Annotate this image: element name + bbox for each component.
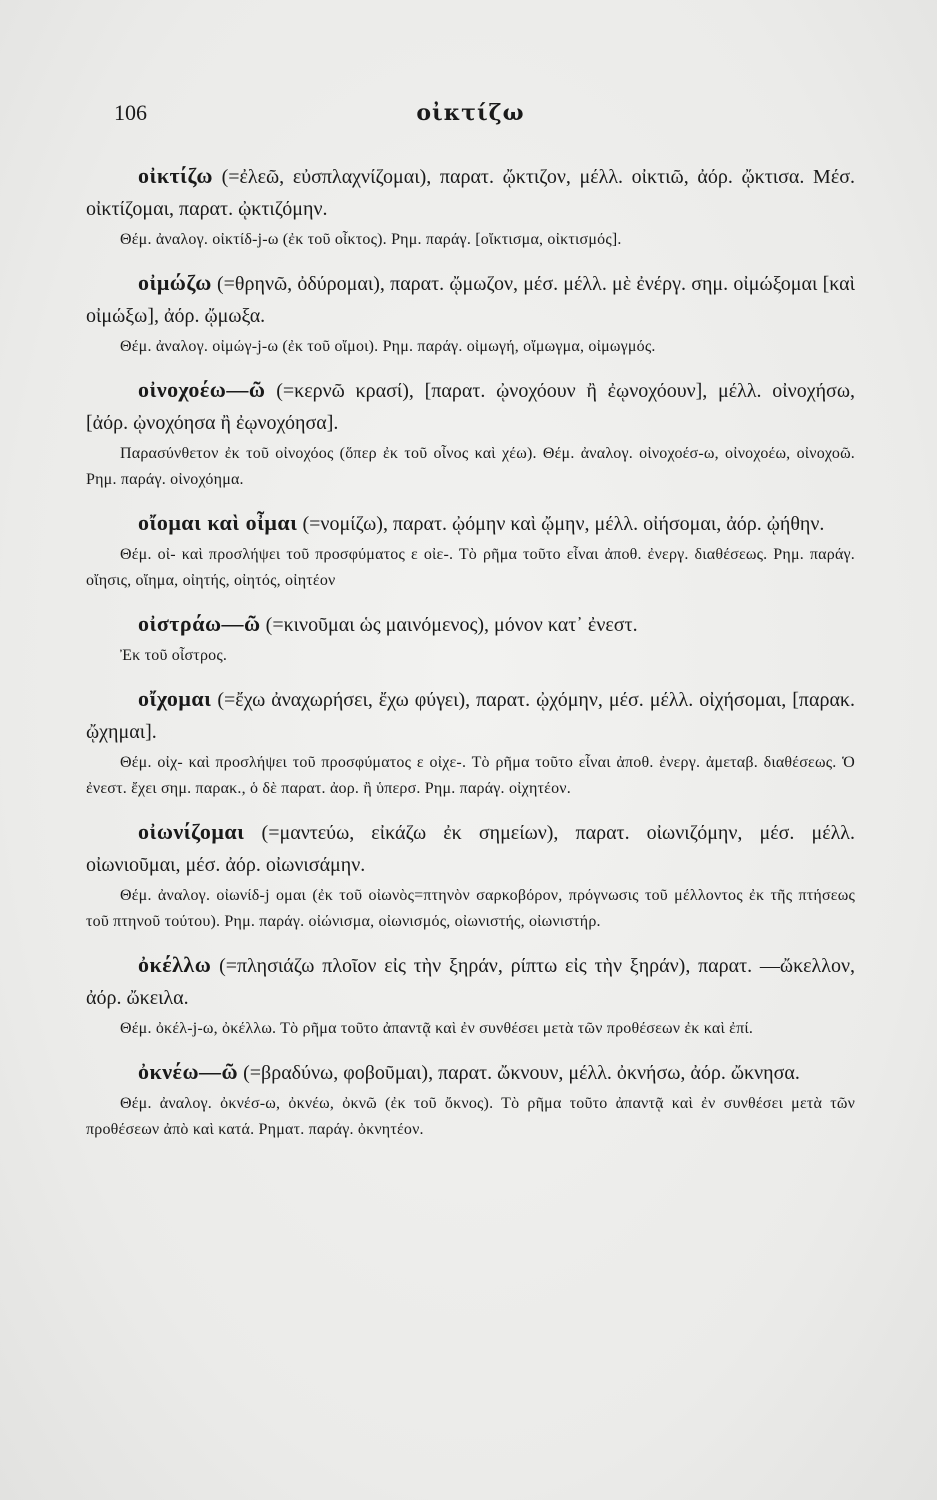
entry-forms: (=νομίζω), παρατ. ᾠόμην καὶ ᾤμην, μέλλ. οἰήσομαι, ἀόρ. ᾠήθην.	[297, 513, 825, 535]
entry-forms: (=ἐλεῶ, εὐσπλαχνίζομαι), παρατ. ᾤκτιζον, μέλλ. οἰκτιῶ, ἀόρ. ᾤκτισα. Μέσ. οἰκτίζομαι, παρατ. ᾠκτιζόμην.	[86, 166, 855, 220]
entry-oimozo	[86, 267, 855, 360]
page-number: 106	[114, 100, 147, 125]
entry-forms: (=βραδύνω, φοβοῦμαι), παρατ. ὤκνουν, μέλλ. ὀκνήσω, ἀόρ. ὤκνησα.	[238, 1062, 800, 1084]
entry-definition	[86, 816, 855, 881]
entry-note: Παρασύνθετον ἐκ τοῦ οἰνοχόος (ὅπερ ἐκ τοῦ οἶνος καὶ χέω). Θέμ. ἀναλογ. οἰνοχοέσ-ω, οἰνοχοέω, οἰνοχοῶ. Ρημ. παράγ. οἰνοχόημα.	[86, 445, 855, 488]
entry-headword: οἰκτίζω	[138, 163, 213, 188]
entry-note: Θέμ. ἀναλογ. οἰωνίδ-j ομαι (ἐκ τοῦ οἰωνὸς=πτηνὸν σαρκοβόρον, πρόγνωσις τοῦ μέλλοντος ἐκ τῆς πτήσεως τοῦ πτηνοῦ τούτου). Ρημ. παράγ. οἰώνισμα, οἰωνισμός, οἰωνιστής, οἰωνιστήρ.	[86, 887, 855, 930]
entry-headword: ὀκέλλω	[138, 952, 212, 977]
entry-forms: (=πλησιάζω πλοῖον εἰς τὴν ξηράν, ρίπτω εἰς τὴν ξηράν), παρατ. —ὤκελλον, ἀόρ. ὤκειλα.	[86, 955, 855, 1009]
entry-definition	[86, 949, 855, 1014]
entry-headword: οἰμώζω	[138, 270, 212, 295]
entry-definition	[86, 507, 855, 540]
entry-oiomai	[86, 507, 855, 594]
entry-note: Θέμ. ἀναλογ. οἰκτίδ-j-ω (ἐκ τοῦ οἶκτος). Ρημ. παράγ. [οἴκτισμα, οἰκτισμός].	[120, 231, 622, 248]
entry-definition	[86, 267, 855, 332]
entry-forms: (=μαντεύω, εἰκάζω ἐκ σημείων), παρατ. οἰωνιζόμην, μέσ. μέλλ. οἰωνιοῦμαι, μέσ. ἀόρ. οἰωνισάμην.	[86, 822, 855, 876]
page-header	[86, 96, 855, 140]
entry-forms: (=κερνῶ κρασί), [παρατ. ᾠνοχόουν ἢ ἐῳνοχόουν], μέλλ. οἰνοχήσω, [ἀόρ. ᾠνοχόησα ἢ ἐῳνοχόησα].	[86, 380, 855, 434]
entry-oinochoeo	[86, 374, 855, 493]
entry-headword: ὀκνέω—ῶ	[138, 1059, 239, 1084]
entry-note: Θέμ. ἀναλογ. ὀκνέσ-ω, ὀκνέω, ὀκνῶ (ἐκ τοῦ ὄκνος). Τὸ ρῆμα τοῦτο ἀπαντᾷ καὶ ἐν συνθέσει μετὰ τῶν προθέσεων ἀπὸ καὶ κατά. Ρηματ. παράγ. ὀκνητέον.	[86, 1095, 855, 1138]
entry-note: Θέμ. ὀκέλ-j-ω, ὀκέλλω. Τὸ ρῆμα τοῦτο ἀπαντᾷ καὶ ἐν συνθέσει μετὰ τῶν προθέσεων ἐκ καὶ ἐπί.	[120, 1020, 754, 1037]
entry-headword: οἰνοχοέω—ῶ	[138, 377, 266, 402]
entry-oiktizo	[86, 160, 855, 253]
entry-oionizomai	[86, 816, 855, 935]
entry-oichomai	[86, 683, 855, 802]
entry-definition	[86, 683, 855, 748]
entry-forms: (=ἔχω ἀναχωρήσει, ἔχω φύγει), παρατ. ᾠχόμην, μέσ. μέλλ. οἰχήσομαι, [παρακ. ᾤχημαι].	[86, 689, 855, 743]
entry-note: Θέμ. ἀναλογ. οἰμώγ-j-ω (ἐκ τοῦ οἴμοι). Ρημ. παράγ. οἰμωγή, οἴμωγμα, οἰμωγμός.	[120, 338, 656, 355]
entry-okello	[86, 949, 855, 1042]
entry-definition	[86, 608, 855, 641]
entry-note: Θέμ. οἰ- καὶ προσλήψει τοῦ προσφύματος ε οἰε-. Τὸ ρῆμα τοῦτο εἶναι ἀποθ. ἐνεργ. διαθέσεως. Ρημ. παράγ. οἴησις, οἴημα, οἰητής, οἰητός, οἰητέον	[86, 546, 855, 589]
entry-definition	[86, 160, 855, 225]
entry-note: Ἐκ τοῦ οἶστρος.	[120, 647, 228, 664]
entry-note: Θέμ. οἰχ- καὶ προσλήψει τοῦ προσφύματος ε οἰχε-. Τὸ ρῆμα τοῦτο εἶναι ἀποθ. ἐνεργ. ἀμεταβ. διαθέσεως. Ὁ ἐνεστ. ἔχει σημ. παρακ., ὁ δὲ παρατ. ἀορ. ἢ ὑπερσ. Ρημ. παράγ. οἰχητέον.	[86, 754, 855, 797]
entry-headword: οἴομαι καὶ οἶμαι	[138, 510, 298, 535]
entry-headword: οἴχομαι	[138, 686, 212, 711]
running-head: οἰκτίζω	[416, 100, 525, 126]
entry-okneo	[86, 1056, 855, 1143]
entry-definition	[86, 1056, 855, 1089]
entry-oistrao	[86, 608, 855, 669]
entry-headword: οἰωνίζομαι	[138, 819, 245, 844]
entry-forms: (=θρηνῶ, ὀδύρομαι), παρατ. ᾤμωζον, μέσ. μέλλ. μὲ ἐνέργ. σημ. οἰμώξομαι [καὶ οἰμώξω], ἀόρ. ᾤμωξα.	[86, 273, 855, 327]
entry-headword: οἰστράω—ῶ	[138, 611, 261, 636]
entry-forms: (=κινοῦμαι ὡς μαινόμενος), μόνον κατ᾿ ἐνεστ.	[260, 614, 638, 636]
entry-definition	[86, 374, 855, 439]
